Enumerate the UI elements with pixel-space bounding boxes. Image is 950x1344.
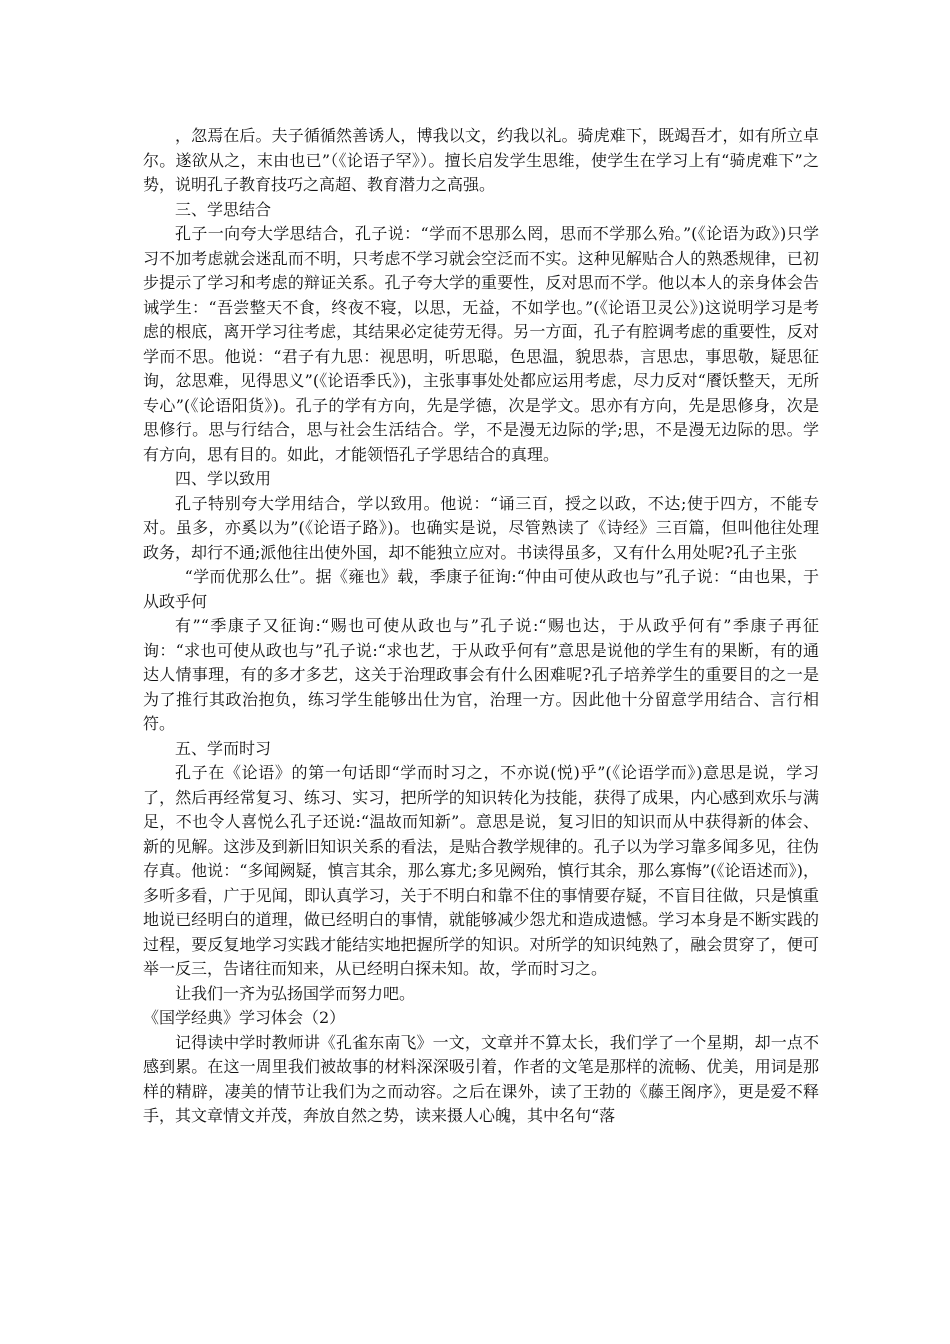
paragraph-learning-thinking: 孔子一向夸大学思结合，孔子说：“学而不思那么罔，思而不学那么殆。”(《论语为政》)只学习不加考虑就会迷乱而不明，只考虑不学习就会空泛而不实。这种见解贴合人的熟悉规律，已初步提示了学习和考虑的辩证关系。孔子夸大学的重要性，反对思而不学。他以本人的亲身体会告诫学生：“吾尝整天不食，终夜不寝，以思，无益，不如学也。”(《论语卫灵公》)这说明学习是考虑的根底，离开学习往考虑，其结果必定徒劳无得。另一方面，孔子有腔调考虑的重要性，反对学而不思。他说：“君子有九思：视思明，听思聪，色思温，貌思恭，言思忠，事思敬，疑思征询，忿思难，见得思义”(《论语季氏》)，主张事事处处都应运用考虑，尽力反对“餍饫整天，无所专心”(《论语阳货》)。孔子的学有方向，先是学德，次是学文。思亦有方向，先是思修身，次是思修行。思与行结合，思与社会生活结合。学，不是漫无边际的学;思，不是漫无边际的思。学有方向，思有目的。如此，才能领悟孔子学思结合的真理。 (143, 224, 819, 464)
section-heading-3: 三、学思结合 (175, 199, 272, 219)
paragraph-review-practice: 孔子在《论语》的第一句话即“学而时习之，不亦说(悦)乎”(《论语学而》)意思是说，学习了，然后再经常复习、练习、实习，把所学的知识转化为技能，获得了成果，内心感到欢乐与满足，不也令人喜悦么孔子还说:“温故而知新”。意思是说，复习旧的知识而从中获得新的体会、新的见解。这涉及到新旧知识关系的看法，是贴合教学规律的。孔子以为学习靠多闻多见，往伪存真。他说：“多闻阙疑，慎言其余，那么寡尤;多见阙殆，慎行其余，那么寡悔”(《论语述而》)，多听多看，广于见闻，即认真学习，关于不明白和靠不住的事情要存疑，不盲目往做，只是慎重地说已经明白的道理，做已经明白的事情，就能够减少怨尤和造成遗憾。学习本身是不断实践的过程，要反复地学习实践才能结实地把握所学的知识。对所学的知识纯熟了，融会贯穿了，便可举一反三，告诸往而知来，从已经明白探未知。故，学而时习之。 (143, 763, 819, 978)
paragraph-disciples: 有”“季康子又征询:“赐也可使从政也与”孔子说:“赐也达，于从政乎何有”季康子再征询：“求也可使从政也与”孔子说:“求也艺，于从政乎何有”意思是说他的学生有的果断，有的通达人情事理，有的多才多艺，这关于治理政事会有什么困难呢?孔子培养学生的重要目的之一是为了推行其政治抱负，练习学生能够出仕为官，治理一方。因此他十分留意学用结合、言行相符。 (143, 616, 819, 733)
article-title-2: 《国学经典》学习体会（2） (143, 1008, 346, 1027)
paragraph-quote-line: “学而优那么仕”。据《雍也》载，季康子征询:“仲由可使从政也与”孔子说：“由也果，于从政乎何 (143, 567, 819, 611)
paragraph-article-2-opening: 记得读中学时教师讲《孔雀东南飞》一文，文章并不算太长，我们学了一个星期，却一点不感到累。在这一周里我们被故事的材料深深吸引着，作者的文笔是那样的流畅、优美，用词是那样的精辟，凄美的情节让我们为之而动容。之后在课外，读了王勃的《藤王阁序》，更是爱不释手，其文章情文并茂，奔放自然之势，读来摄人心魄，其中名句“落 (143, 1032, 819, 1125)
paragraph-closing: 让我们一齐为弘扬国学而努力吧。 (175, 983, 416, 1003)
document-page (143, 124, 819, 1129)
section-heading-5: 五、学而时习 (175, 738, 272, 758)
paragraph-intro: ，忽焉在后。夫子循循然善诱人，博我以文，约我以礼。骑虎难下，既竭吾才，如有所立卓尔。遂欲从之，末由也已”（《论语子罕》）。擅长启发学生思维，使学生在学习上有“骑虎难下”之势，说明孔子教育技巧之高超、教育潜力之高强。 (143, 126, 819, 194)
section-heading-4: 四、学以致用 (175, 469, 272, 488)
paragraph-applied-learning: 孔子特别夸大学用结合，学以致用。他说：“诵三百，授之以政，不达;使于四方，不能专对。虽多，亦奚以为”(《论语子路》)。也确实是说，尽管熟读了《诗经》三百篇，但叫他往处理政务，却行不通;派他往出使外国，却不能独立应对。书读得虽多，又有什么用处呢?孔子主张 (143, 493, 819, 562)
